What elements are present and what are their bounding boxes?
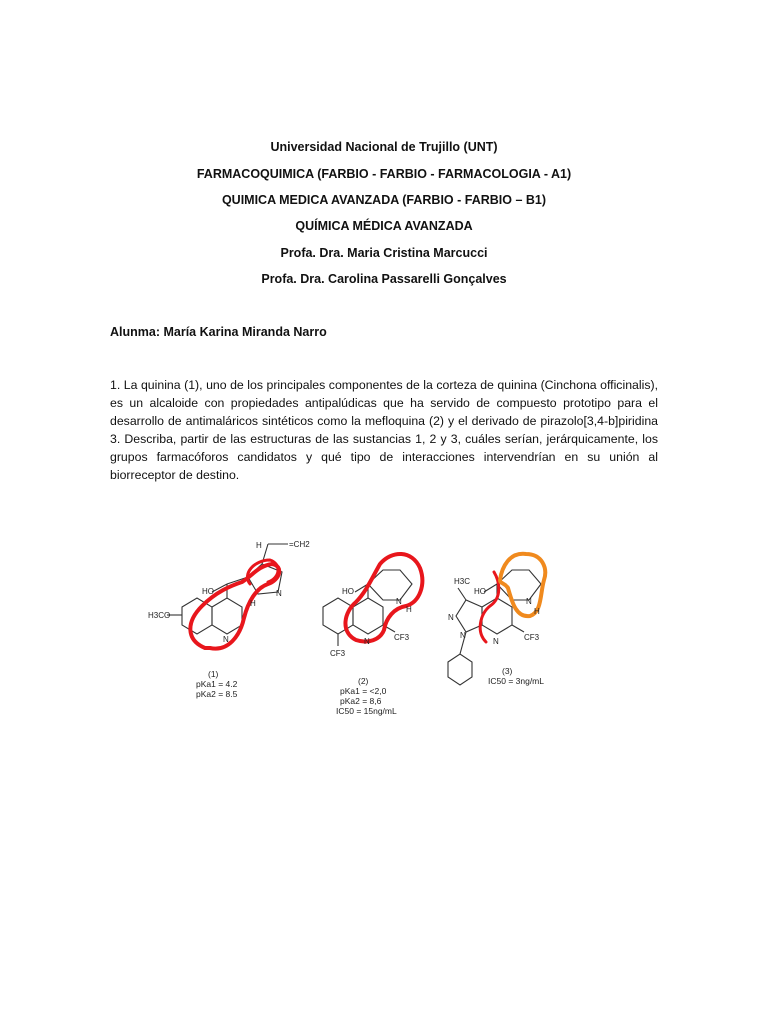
c3-h3c-label: H3C bbox=[454, 577, 471, 586]
c1-ho-label: HO bbox=[202, 587, 214, 596]
c3-ho-label: HO bbox=[474, 587, 486, 596]
c3-methyl-bond bbox=[458, 588, 466, 600]
c1-pka2: pKa2 = 8.5 bbox=[196, 689, 238, 699]
c1-n-ring-label: N bbox=[276, 589, 282, 598]
c3-phenyl-ring bbox=[448, 654, 472, 685]
course-line-2: QUIMICA MEDICA AVANZADA (FARBIO - FARBIO – B1) bbox=[221, 193, 547, 207]
c2-cf3-b-label: CF3 bbox=[394, 633, 410, 642]
c3-n-ring-label: N bbox=[526, 597, 532, 606]
question-text: 1. La quinina (1), uno de los principales componentes de la corteza de quinina (Cinchona officinalis), es un alcaloide con propiedades antipalúdicas que ha servido de compuesto prototipo para el desarrollo de antimaláricos sintéticos como la mefloquina (2) y el derivado de pirazolo[3,4-b]piridina 3. Describa, partir de las estructuras de las sustancias 1, 2 y 3, cuáles serían, jerárquicamente, los grupos farmacóforos candidatos y qué tipo de interacciones intervendrían en su unión al biorreceptor de destino. bbox=[110, 378, 658, 482]
c1-red-highlight bbox=[190, 564, 279, 649]
chemical-structures-figure bbox=[130, 522, 590, 722]
c1-number: (1) bbox=[208, 669, 219, 679]
c3-n-pyr-label: N bbox=[493, 637, 499, 646]
c3-ic50: IC50 = 3ng/mL bbox=[488, 676, 544, 686]
c3-number: (3) bbox=[502, 666, 513, 676]
university-name: Universidad Nacional de Trujillo (UNT) bbox=[270, 140, 498, 154]
course-line-1: FARMACOQUIMICA (FARBIO - FARBIO - FARMACOLOGIA - A1) bbox=[196, 167, 572, 181]
c2-h-label: H bbox=[406, 605, 412, 614]
c3-pyrazole-ring bbox=[456, 600, 482, 632]
structures-svg bbox=[130, 522, 590, 722]
c2-cf3-a-label: CF3 bbox=[330, 649, 346, 658]
c1-h-low-label: H bbox=[250, 599, 256, 608]
c3-pyridine-ring bbox=[482, 598, 512, 634]
professor-1: Profa. Dra. Maria Cristina Marcucci bbox=[280, 246, 488, 260]
c3-cf3-bond bbox=[512, 625, 524, 632]
c2-pka1: pKa1 = <2,0 bbox=[340, 686, 387, 696]
c3-n2-label: N bbox=[460, 631, 466, 640]
c1-pka1: pKa1 = 4.2 bbox=[196, 679, 238, 689]
c1-ch2-label: =CH2 bbox=[289, 540, 310, 549]
professor-2: Profa. Dra. Carolina Passarelli Gonçalves bbox=[261, 272, 507, 286]
c1-h3co-label: H3CO bbox=[148, 611, 171, 620]
c2-pka2: pKa2 = 8,6 bbox=[340, 696, 382, 706]
c3-h-label: H bbox=[534, 607, 540, 616]
c2-n-label: N bbox=[396, 597, 402, 606]
c3-cf3-label: CF3 bbox=[524, 633, 540, 642]
c2-ho-label: HO bbox=[342, 587, 354, 596]
c1-h-top-label: H bbox=[256, 541, 262, 550]
c2-red-highlight bbox=[345, 554, 422, 642]
c2-ic50: IC50 = 15ng/mL bbox=[336, 706, 397, 716]
c2-number: (2) bbox=[358, 676, 369, 686]
c1-pyridine-ring bbox=[212, 598, 242, 634]
course-title: QUÍMICA MÉDICA AVANZADA bbox=[295, 219, 473, 233]
student-name: Alunma: María Karina Miranda Narro bbox=[110, 325, 327, 339]
c3-n1-label: N bbox=[448, 613, 454, 622]
c1-n-pyr-label: N bbox=[223, 635, 229, 644]
c2-n-pyr-label: N bbox=[364, 637, 370, 646]
c2-pyridine-ring bbox=[353, 598, 383, 634]
